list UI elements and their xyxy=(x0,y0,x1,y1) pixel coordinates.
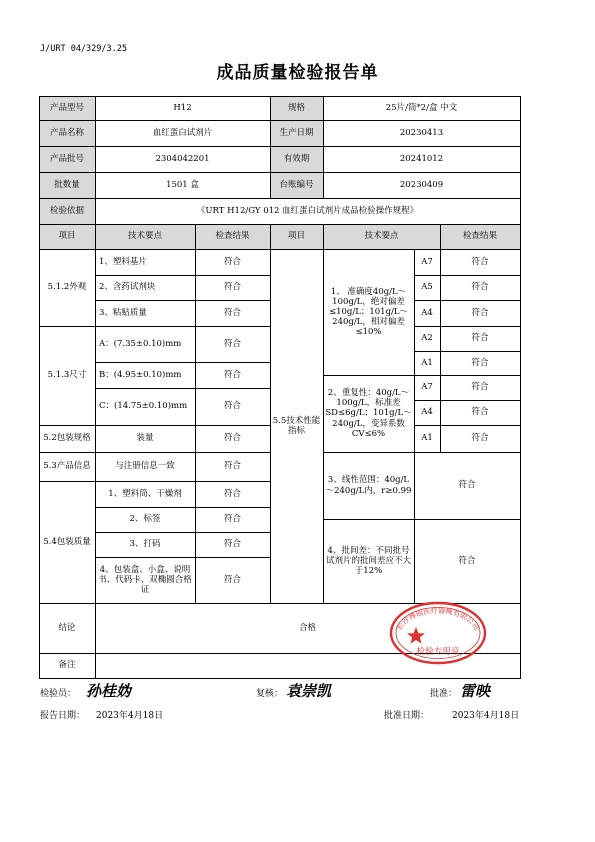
appearance-req: 2、含药试剂块 xyxy=(99,282,156,293)
accuracy-level: A5 xyxy=(421,282,433,293)
dimension-req: C：(14.75±0.10)mm xyxy=(99,401,188,412)
table-rule xyxy=(323,375,324,453)
table-rule xyxy=(39,603,40,654)
table-rule xyxy=(95,172,96,199)
accuracy-result: 符合 xyxy=(471,256,489,267)
product-info-req: 与注册信息一致 xyxy=(115,461,175,472)
prod_date-label: 生产日期 xyxy=(270,120,323,146)
table-rule xyxy=(95,425,96,453)
table-rule xyxy=(270,224,271,250)
table-rule xyxy=(440,400,521,401)
interbatch-req: 4、批间差：不同批号试剂片的批间差应不大于12% xyxy=(325,545,411,577)
table-rule xyxy=(440,425,521,426)
repeatability-level: A7 xyxy=(421,382,433,393)
report-date: 2023年4月18日 xyxy=(96,711,164,721)
table-rule xyxy=(270,249,271,604)
seal-ring-text: 长沙博瑞医疗器械有限公司 xyxy=(394,605,482,632)
table-rule xyxy=(270,172,271,199)
table-rule xyxy=(95,481,96,508)
table-rule xyxy=(195,224,196,250)
table-rule xyxy=(195,275,196,301)
table-rule xyxy=(270,120,324,121)
table-rule xyxy=(520,653,521,679)
table-rule xyxy=(323,375,415,376)
package-quality-result: 符合 xyxy=(223,514,241,525)
product_model-label: 产品型号 xyxy=(39,96,95,120)
expiry-value: 20241012 xyxy=(399,153,444,164)
table-rule xyxy=(39,452,96,453)
accuracy-level: A4 xyxy=(421,307,433,318)
table-rule xyxy=(39,452,40,482)
table-rule xyxy=(95,481,196,482)
accuracy-level: A2 xyxy=(421,333,433,344)
table-rule xyxy=(195,532,271,533)
table-rule xyxy=(95,275,96,301)
package-spec-req: 装量 xyxy=(136,433,154,444)
table-rule xyxy=(39,249,96,250)
table-rule xyxy=(39,224,40,250)
basis-label: 检验依据 xyxy=(39,198,95,224)
table-rule xyxy=(270,249,324,250)
table-rule xyxy=(39,326,96,327)
table-rule xyxy=(95,557,96,604)
table-rule xyxy=(323,249,415,250)
table-rule xyxy=(414,300,441,301)
table-rule xyxy=(95,678,521,679)
table-rule xyxy=(195,425,271,426)
table-rule xyxy=(195,275,271,276)
table-rule xyxy=(414,425,415,453)
qty-label: 批数量 xyxy=(39,172,95,198)
performance-label: 5.5技术性能指标 xyxy=(272,415,321,436)
table-rule xyxy=(195,452,196,482)
header-item: 项目 xyxy=(39,224,95,249)
table-rule xyxy=(323,146,521,147)
table-rule xyxy=(323,452,415,453)
table-rule xyxy=(414,275,441,276)
table-rule xyxy=(440,275,441,301)
dimension-req: B：(4.95±0.10)mm xyxy=(99,369,182,380)
table-rule xyxy=(95,362,196,363)
table-rule xyxy=(520,351,521,376)
table-rule xyxy=(39,249,40,327)
table-rule xyxy=(414,351,441,352)
linearity-req: 3、线性范围：40g/L～240g/L内，r≥0.99 xyxy=(325,475,412,496)
table-rule xyxy=(195,481,271,482)
approver-label: 批准： xyxy=(430,689,458,699)
approve-date-label: 批准日期： xyxy=(384,711,430,721)
table-rule xyxy=(95,198,96,225)
appearance-result: 符合 xyxy=(223,256,241,267)
report-date-label: 报告日期： xyxy=(40,711,86,721)
table-rule xyxy=(414,300,415,327)
table-rule xyxy=(270,224,324,225)
table-rule xyxy=(520,375,521,401)
table-rule xyxy=(195,425,196,453)
product_name-label: 产品名称 xyxy=(39,120,95,146)
expiry-label: 有效期 xyxy=(270,146,323,172)
table-rule xyxy=(95,557,196,558)
conclusion-label: 结论 xyxy=(58,622,76,633)
table-rule xyxy=(520,224,521,250)
table-rule xyxy=(323,519,415,520)
table-rule xyxy=(270,120,271,147)
table-rule xyxy=(95,452,196,453)
table-rule xyxy=(39,481,40,604)
inspector-signature: 孙桂妫 xyxy=(86,682,132,700)
table-rule xyxy=(39,120,96,121)
table-rule xyxy=(39,653,96,654)
table-rule xyxy=(39,326,40,426)
table-rule xyxy=(95,224,196,225)
ledger-value: 20230409 xyxy=(399,179,444,190)
inspection-seal xyxy=(388,600,488,666)
table-rule xyxy=(39,481,96,482)
table-rule xyxy=(39,224,96,225)
table-rule xyxy=(414,519,521,520)
table-rule xyxy=(440,224,441,250)
seal-text: 检验专用章 xyxy=(416,647,460,657)
table-rule xyxy=(414,249,441,250)
package-spec-label: 5.2包装规格 xyxy=(43,433,91,444)
accuracy-level: A7 xyxy=(421,256,433,267)
table-rule xyxy=(39,172,96,173)
package-quality-req: 1、塑料筒、干燥剂 xyxy=(108,488,182,499)
table-rule xyxy=(323,172,521,173)
table-rule xyxy=(323,249,324,376)
interbatch-result: 符合 xyxy=(458,555,476,566)
table-rule xyxy=(195,300,196,327)
appearance-req: 3、粘贴质量 xyxy=(99,307,147,318)
table-rule xyxy=(520,120,521,147)
header-result: 检查结果 xyxy=(195,224,270,249)
package-quality-req: 3、打码 xyxy=(129,539,161,550)
table-rule xyxy=(195,532,196,558)
table-rule xyxy=(440,326,441,352)
table-rule xyxy=(39,425,96,426)
repeatability-result: 符合 xyxy=(471,433,489,444)
table-rule xyxy=(195,388,271,389)
spec-value: 25片/筒*2/盒 中文 xyxy=(385,102,458,113)
table-rule xyxy=(195,326,271,327)
table-rule xyxy=(440,351,441,376)
table-rule xyxy=(95,532,196,533)
accuracy-level: A1 xyxy=(421,357,433,368)
appearance-label: 5.1.2外观 xyxy=(47,282,87,293)
table-rule xyxy=(95,249,96,276)
table-rule xyxy=(440,224,521,225)
table-rule xyxy=(270,96,271,121)
batch-label: 产品批号 xyxy=(39,146,95,172)
appearance-result: 符合 xyxy=(223,307,241,318)
table-rule xyxy=(39,172,40,199)
accuracy-result: 符合 xyxy=(471,307,489,318)
table-rule xyxy=(270,96,324,97)
package-spec-result: 符合 xyxy=(223,433,241,444)
spec-label: 规格 xyxy=(270,96,323,120)
table-rule xyxy=(95,425,196,426)
product_name-value: 血红蛋白试剂片 xyxy=(152,127,213,138)
dimension-result: 符合 xyxy=(223,369,241,380)
table-rule xyxy=(195,452,271,453)
table-rule xyxy=(520,249,521,276)
table-rule xyxy=(95,198,521,199)
table-rule xyxy=(95,653,96,679)
table-rule xyxy=(95,326,196,327)
package-quality-result: 符合 xyxy=(223,574,241,585)
dimension-result: 符合 xyxy=(223,338,241,349)
table-rule xyxy=(270,146,271,173)
table-rule xyxy=(195,362,271,363)
header-req-right: 技术要点 xyxy=(323,224,440,249)
table-rule xyxy=(440,400,441,426)
table-rule xyxy=(414,452,415,520)
product-info-label: 5.3产品信息 xyxy=(43,461,91,472)
remark-label: 备注 xyxy=(58,660,76,671)
table-rule xyxy=(95,452,96,482)
table-rule xyxy=(270,146,324,147)
table-rule xyxy=(39,96,96,97)
dimension-label: 5.1.3尺寸 xyxy=(47,370,87,381)
table-rule xyxy=(414,400,441,401)
package-quality-req: 4、包装盒、小盒、说明书、代码卡、双椭圆合格证 xyxy=(98,564,192,596)
conclusion-value: 合格 xyxy=(298,622,316,633)
dimension-req: A：(7.35±0.10)mm xyxy=(99,338,182,349)
batch-value: 2304042201 xyxy=(155,153,210,164)
repeatability-result: 符合 xyxy=(471,407,489,418)
table-rule xyxy=(39,146,40,173)
accuracy-result: 符合 xyxy=(471,333,489,344)
table-rule xyxy=(520,275,521,301)
table-rule xyxy=(520,146,521,173)
table-rule xyxy=(323,96,521,97)
header-req: 技术要点 xyxy=(95,224,195,249)
table-rule xyxy=(323,96,324,121)
table-rule xyxy=(323,172,324,199)
repeatability-result: 符合 xyxy=(471,382,489,393)
table-rule xyxy=(440,375,521,376)
product_model-value: H12 xyxy=(173,102,192,113)
table-rule xyxy=(414,249,415,276)
table-rule xyxy=(414,519,415,604)
page-title: 成品质量检验报告单 xyxy=(216,63,379,83)
table-rule xyxy=(520,300,521,327)
table-rule xyxy=(195,388,196,426)
table-rule xyxy=(95,603,96,654)
table-rule xyxy=(414,452,521,453)
linearity-result: 符合 xyxy=(458,480,476,491)
accuracy-result: 符合 xyxy=(471,357,489,368)
table-rule xyxy=(195,249,196,276)
appearance-req: 1、塑料基片 xyxy=(99,256,147,267)
accuracy-req: 1、 准确度40g/L～100g/L，绝对偏差≤10g/L；101g/L～240g/L，相对偏差≤10% xyxy=(328,286,409,338)
repeatability-req: 2、重复性：40g/L～100g/L，标准差SD≤6g/L；101g/L～240g/L，变异系数CV≤6% xyxy=(325,388,412,439)
package-quality-req: 2、标签 xyxy=(129,514,161,525)
reviewer-label: 复核： xyxy=(256,689,284,699)
table-rule xyxy=(323,146,324,173)
table-rule xyxy=(95,120,96,147)
table-rule xyxy=(195,557,196,604)
table-rule xyxy=(440,275,521,276)
table-rule xyxy=(414,425,441,426)
table-rule xyxy=(440,249,521,250)
table-rule xyxy=(520,519,521,604)
table-rule xyxy=(440,300,521,301)
table-rule xyxy=(414,375,441,376)
table-rule xyxy=(323,120,521,121)
table-rule xyxy=(195,557,271,558)
table-rule xyxy=(414,351,415,376)
table-rule xyxy=(323,519,324,604)
table-rule xyxy=(95,224,96,250)
table-rule xyxy=(95,300,196,301)
table-rule xyxy=(414,326,441,327)
table-rule xyxy=(95,146,271,147)
header-result-right: 检查结果 xyxy=(440,224,520,249)
table-rule xyxy=(39,425,40,453)
table-rule xyxy=(195,507,271,508)
table-rule xyxy=(95,532,96,558)
accuracy-result: 符合 xyxy=(471,282,489,293)
repeatability-level: A4 xyxy=(421,407,433,418)
table-rule xyxy=(520,400,521,426)
header-item-right: 项目 xyxy=(270,224,323,249)
table-rule xyxy=(95,507,196,508)
table-rule xyxy=(520,326,521,352)
table-rule xyxy=(323,224,324,250)
table-rule xyxy=(39,120,40,147)
reviewer-signature: 袁崇凯 xyxy=(286,682,332,700)
table-rule xyxy=(95,249,196,250)
table-rule xyxy=(270,172,324,173)
package-quality-result: 符合 xyxy=(223,539,241,550)
table-rule xyxy=(95,388,196,389)
table-rule xyxy=(440,300,441,327)
table-rule xyxy=(323,120,324,147)
document-number: J/URT 04/329/3.25 xyxy=(40,44,127,54)
table-rule xyxy=(95,507,96,533)
table-rule xyxy=(195,481,196,508)
table-rule xyxy=(39,198,96,199)
table-rule xyxy=(414,275,415,301)
table-rule xyxy=(195,507,196,533)
package-quality-result: 符合 xyxy=(223,488,241,499)
table-rule xyxy=(95,300,96,327)
table-rule xyxy=(520,198,521,225)
table-rule xyxy=(520,96,521,121)
prod_date-value: 20230413 xyxy=(399,127,444,138)
table-rule xyxy=(39,198,40,225)
approver-signature: 雷映 xyxy=(460,682,491,700)
star-icon xyxy=(407,627,425,644)
table-rule xyxy=(195,249,271,250)
table-rule xyxy=(39,653,40,679)
basis-value: 《URT H12/GY 012 血红蛋白试剂片成品检验操作规程》 xyxy=(196,205,419,216)
product-info-result: 符合 xyxy=(223,461,241,472)
table-rule xyxy=(520,603,521,654)
table-rule xyxy=(195,362,196,389)
table-rule xyxy=(95,120,271,121)
table-rule xyxy=(440,375,441,401)
table-rule xyxy=(95,275,196,276)
table-rule xyxy=(414,400,415,426)
table-rule xyxy=(95,146,96,173)
table-rule xyxy=(195,300,271,301)
table-rule xyxy=(440,326,521,327)
table-rule xyxy=(520,425,521,453)
table-rule xyxy=(95,326,96,363)
table-rule xyxy=(195,224,271,225)
ledger-label: 台账编号 xyxy=(270,172,323,198)
table-rule xyxy=(520,452,521,520)
table-rule xyxy=(95,172,271,173)
table-rule xyxy=(414,326,415,352)
table-rule xyxy=(440,249,441,276)
appearance-result: 符合 xyxy=(223,282,241,293)
package-quality-label: 5.4包装质量 xyxy=(43,536,91,547)
table-rule xyxy=(414,375,415,401)
table-rule xyxy=(440,425,441,453)
inspector-label: 检验员： xyxy=(40,689,77,699)
table-rule xyxy=(95,362,96,389)
table-rule xyxy=(520,172,521,199)
table-rule xyxy=(323,452,324,520)
table-rule xyxy=(95,388,96,426)
table-rule xyxy=(440,351,521,352)
table-rule xyxy=(95,96,271,97)
table-rule xyxy=(39,603,96,604)
approve-date: 2023年4月18日 xyxy=(452,711,520,721)
table-rule xyxy=(39,146,96,147)
repeatability-level: A1 xyxy=(421,433,433,444)
qty-value: 1501 盒 xyxy=(166,179,199,190)
table-rule xyxy=(95,96,96,121)
table-rule xyxy=(39,678,96,679)
table-rule xyxy=(323,224,441,225)
dimension-result: 符合 xyxy=(223,401,241,412)
table-rule xyxy=(195,326,196,363)
table-rule xyxy=(39,96,40,121)
